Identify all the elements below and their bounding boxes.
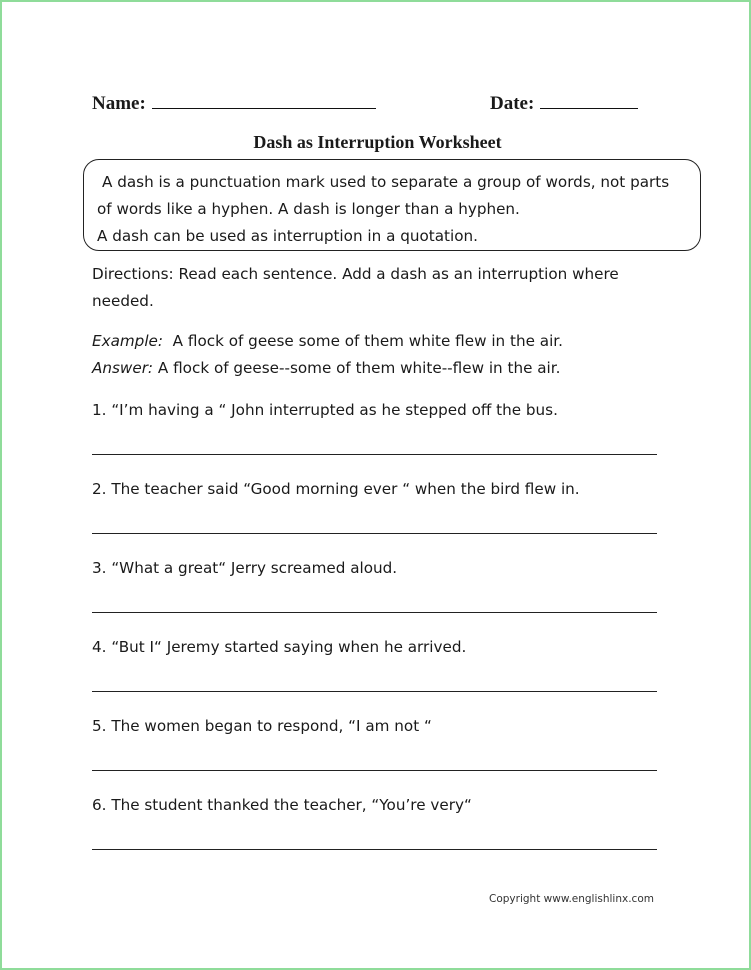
answer-blank-1[interactable]: [92, 454, 657, 455]
question-1: 1. “I’m having a “ John interrupted as he stepped off the bus.: [92, 401, 558, 419]
directions-text: Directions: Read each sentence. Add a dash as an interruption where needed.: [92, 265, 619, 310]
answer-line-example: [92, 355, 692, 382]
question-4: 4. “But I“ Jeremy started saying when he arrived.: [92, 638, 467, 656]
question-5: 5. The women began to respond, “I am not “: [92, 717, 432, 735]
definition-line-3: A dash can be used as interruption in a quotation.: [97, 227, 478, 245]
example-sentence: A flock of geese some of them white flew in the air.: [172, 332, 563, 350]
answer-blank-2[interactable]: [92, 533, 657, 534]
question-3: 3. “What a great“ Jerry screamed aloud.: [92, 559, 398, 577]
date-blank-line[interactable]: [540, 90, 638, 109]
copyright-text: Copyright www.englishlinx.com: [489, 893, 654, 905]
question-2: 2. The teacher said “Good morning ever “ when the bird flew in.: [92, 480, 580, 498]
date-field: [490, 90, 638, 115]
answer-blank-3[interactable]: [92, 612, 657, 613]
name-blank-line[interactable]: [152, 90, 376, 109]
answer-blank-6[interactable]: [92, 849, 657, 850]
example-block: [92, 328, 692, 382]
answer-label: Answer:: [92, 359, 154, 377]
date-label: Date:: [490, 93, 535, 114]
answer-blank-4[interactable]: [92, 691, 657, 692]
definition-line-1: A dash is a punctuation mark used to separate a group of words, not parts: [102, 173, 670, 191]
name-label: Name:: [92, 93, 146, 114]
example-line: [92, 328, 692, 355]
definition-line-2: of words like a hyphen. A dash is longer than a hyphen.: [97, 200, 520, 218]
answer-sentence: A flock of geese--some of them white--flew in the air.: [157, 359, 561, 377]
question-6: 6. The student thanked the teacher, “You’re very“: [92, 796, 472, 814]
answer-blank-5[interactable]: [92, 770, 657, 771]
name-field: [92, 90, 376, 115]
worksheet-title: Dash as Interruption Worksheet: [253, 132, 502, 152]
example-label: Example:: [92, 332, 164, 350]
definition-box: [83, 159, 701, 251]
